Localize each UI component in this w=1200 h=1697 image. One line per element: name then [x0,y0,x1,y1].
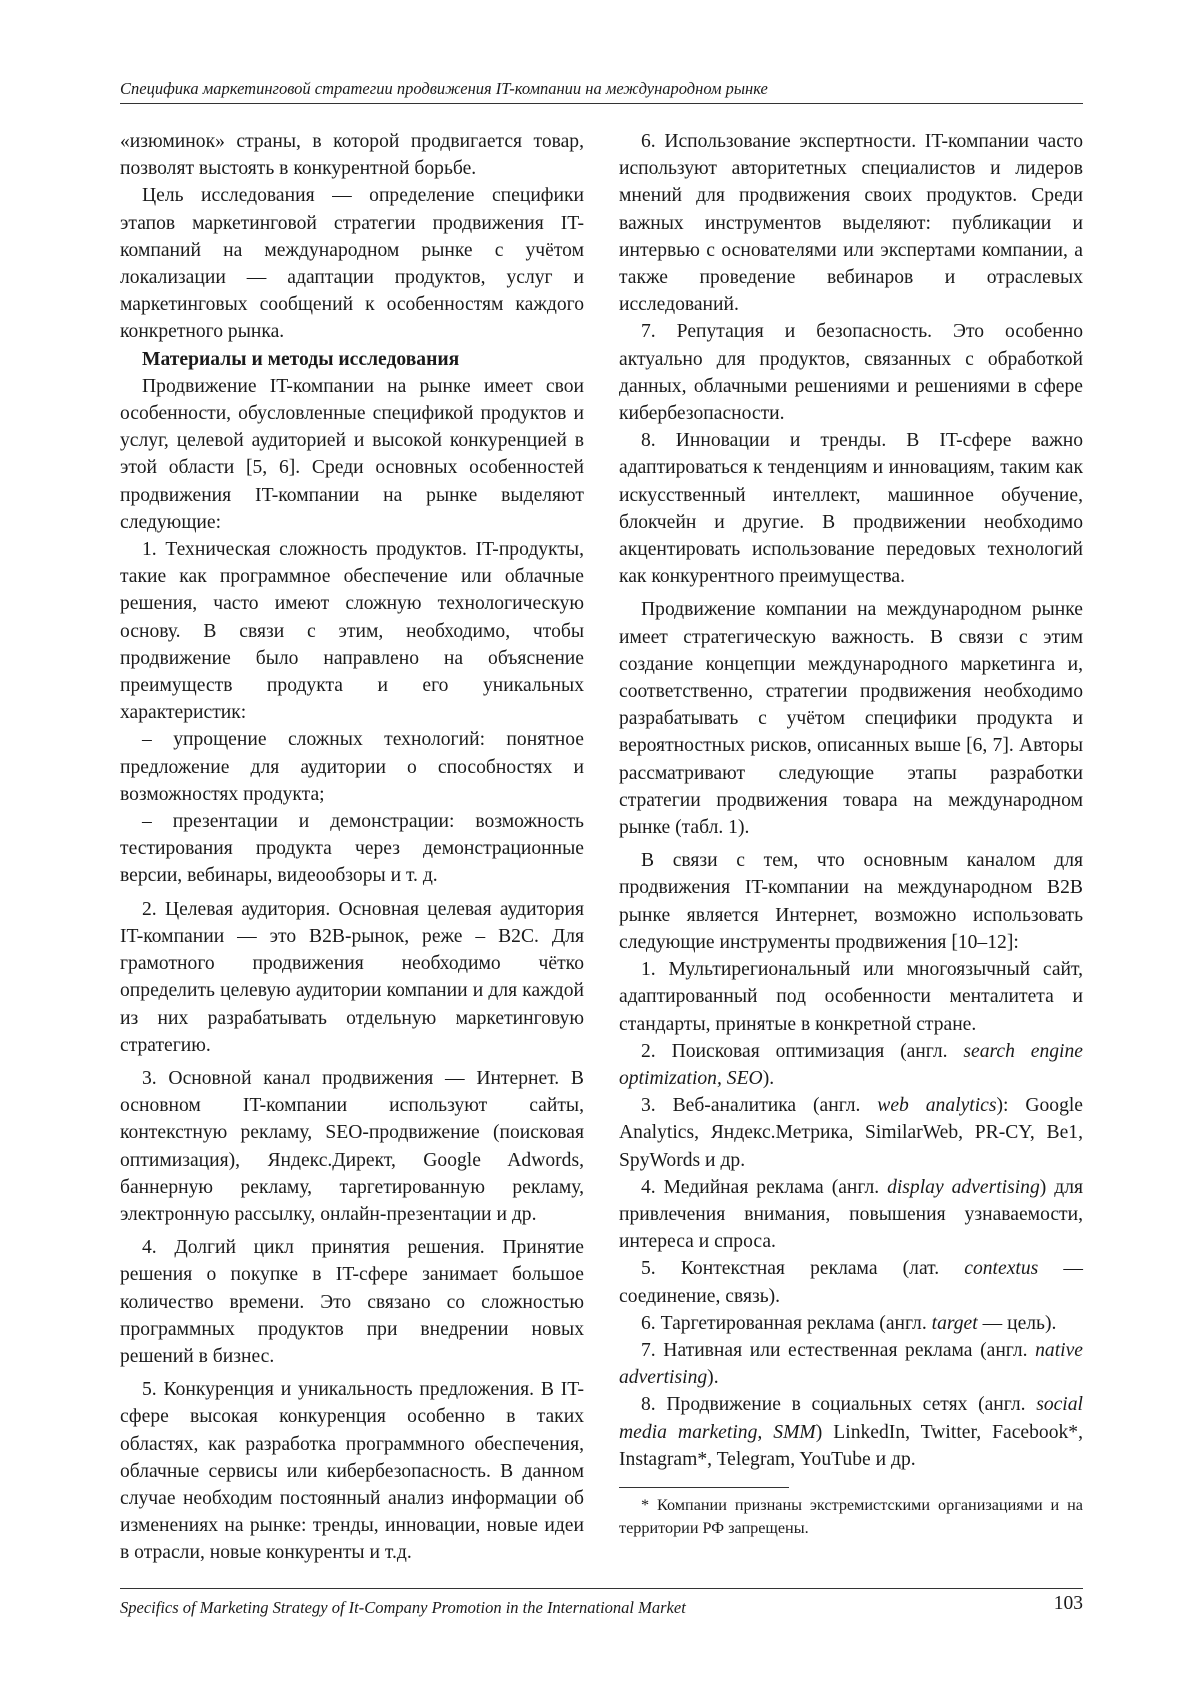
right-column [619,128,1083,1540]
running-foot [120,1588,1083,1619]
running-foot-title: Specifics of Marketing Strategy of It-Company Promotion in the International Market [120,1598,686,1617]
paragraph: Продвижение IT-компании на рынке имеет свои особенности, обусловленные спецификой продуктов и услуг, целевой аудиторией и высокой конкуренцией в этой области [5, 6]. Среди основных особенностей продвижения IT-компании на рынке выделяют следующие: [120,375,584,533]
term-emphasis: display advertising [887,1176,1040,1198]
running-head: Специфика маркетинговой стратегии продвижения IT-компании на международном рынке [120,78,1083,104]
term-emphasis: contextus [964,1258,1039,1280]
page-number: 103 [1053,1593,1083,1614]
paragraph: Продвижение компании на международном рынке имеет стратегическую важность. В связи с этим создание концепции международного маркетинга и, соответственно, стратегии продвижения необходимо разрабатывать с учётом специфики продукта и вероятностных рисков, описанных выше [6, 7]. Авторы рассматривают следующие этапы разработки стратегии продвижения товара на международном рынке (табл. 1). [619,599,1083,839]
list-item: 2. Поисковая оптимизация (англ. search engine optimization, SEO). [619,1040,1083,1089]
list-item: 1. Мультирегиональный или многоязычный сайт, адаптированный под особенности менталитета и стандарты, принятые в конкретной стране. [619,959,1083,1035]
list-item: 2. Целевая аудитория. Основная целевая аудитория IT-компании — это B2B-рынок, реже – B2C. Для грамотного продвижения необходимо чётко определить целевую аудитории компании и для каждой из них разрабатывать отдельную маркетинговую стратегию. [120,898,584,1056]
list-item: 8. Продвижение в социальных сетях (англ. social media marketing, SMM) LinkedIn, Twitter, Facebook*, Instagram*, Telegram, YouTube и др. [619,1394,1084,1470]
paragraph: Цель исследования — определение специфики этапов маркетинговой стратегии продвижения IT-компаний на международном рынке с учётом локализации — адаптации продуктов, услуг и маркетинговых сообщений к особенностям каждого конкретного рынка. [120,185,584,343]
list-item: 3. Основной канал продвижения — Интернет. В основном IT-компании используют сайты, контекстную рекламу, SEO-продвижение (поисковая оптимизация), Яндекс.Директ, Google Adwords, баннерную рекламу, таргетированную рекламу, электронную рассылку, онлайн-презентации и др. [120,1067,584,1225]
paragraph: В связи с тем, что основным каналом для продвижения IT-компании на международном B2B рынке является Интернет, возможно использовать следующие инструменты продвижения [10–12]: [619,850,1083,953]
section-heading: Материалы и методы исследования [142,348,460,370]
paragraph: «изюминок» страны, в которой продвигается товар, позволят выстоять в конкурентной борьбе. [120,131,584,180]
list-item: 7. Нативная или естественная реклама (англ. native advertising). [619,1339,1083,1389]
term-emphasis: target [931,1312,978,1334]
list-item: 3. Веб-аналитика (англ. web analytics): Google Analytics, Яндекс.Метрика, SimilarWeb, PR-CY, Be1, SpyWords и др. [619,1095,1084,1171]
left-column [120,128,584,1567]
list-item: 1. Техническая сложность продуктов. IT-продукты, такие как программное обеспечение или облачные решения, часто имеют сложную технологическую основу. В связи с этим, необходимо, чтобы продвижение было направлено на объяснение преимуществ продукта и его уникальных характеристик: [120,539,584,724]
list-item: 5. Конкуренция и уникальность предложения. В IT-сфере высокая конкуренция особенно в таких областях, как разработка программного обеспечения, облачные сервисы или кибербезопасность. В данном случае необходим постоянный анализ информации об изменениях на рынке: тренды, инновации, новые идеи в отрасли, новые конкуренты и т.д. [120,1379,584,1564]
term-emphasis: web analytics [877,1095,997,1117]
list-item: 4. Медийная реклама (англ. display advertising) для привлечения внимания, повышения узнаваемости, интереса и спроса. [619,1176,1083,1253]
footnote-divider [619,1487,789,1488]
term-emphasis: native advertising [619,1339,1083,1389]
list-item: – презентации и демонстрации: возможность тестирования продукта через демонстрационные версии, вебинары, видеообзоры и т. д. [120,811,584,887]
list-item: 6. Использование экспертности. IT-компании часто используют авторитетных специалистов и лидеров мнений для продвижения своих продуктов. Среди важных инструментов выделяют: публикации и интервью с основателями или экспертами компании, а также проведение вебинаров и отраслевых исследований. [619,131,1083,316]
term-emphasis: social media marketing, SMM [619,1394,1083,1443]
list-item: 8. Инновации и тренды. В IT-сфере важно адаптироваться к тенденциям и инновациям, таким как искусственный интеллект, машинное обучение, блокчейн и другие. В продвижении необходимо акцентировать использование передовых технологий как конкурентного преимущества. [619,430,1083,588]
footnote: * Компании признаны экстремистскими организациями и на территории РФ запрещены. [619,1495,1083,1537]
list-item: – упрощение сложных технологий: понятное предложение для аудитории о способностях и возможностях продукта; [120,729,584,805]
list-item: 5. Контекстная реклама (лат. contextus — соединение, связь). [619,1258,1083,1307]
term-emphasis: search engine optimization, SEO [619,1040,1083,1089]
list-item: 6. Таргетированная реклама (англ. target — цель). [641,1312,1057,1334]
list-item: 7. Репутация и безопасность. Это особенно актуально для продуктов, связанных с обработкой данных, облачными решениями и решениями в сфере кибербезопасности. [619,321,1083,425]
list-item: 4. Долгий цикл принятия решения. Принятие решения о покупке в IT-сфере занимает большое количество времени. Это связано со сложностью программных продуктов при внедрении новых решений в бизнес. [120,1237,584,1367]
